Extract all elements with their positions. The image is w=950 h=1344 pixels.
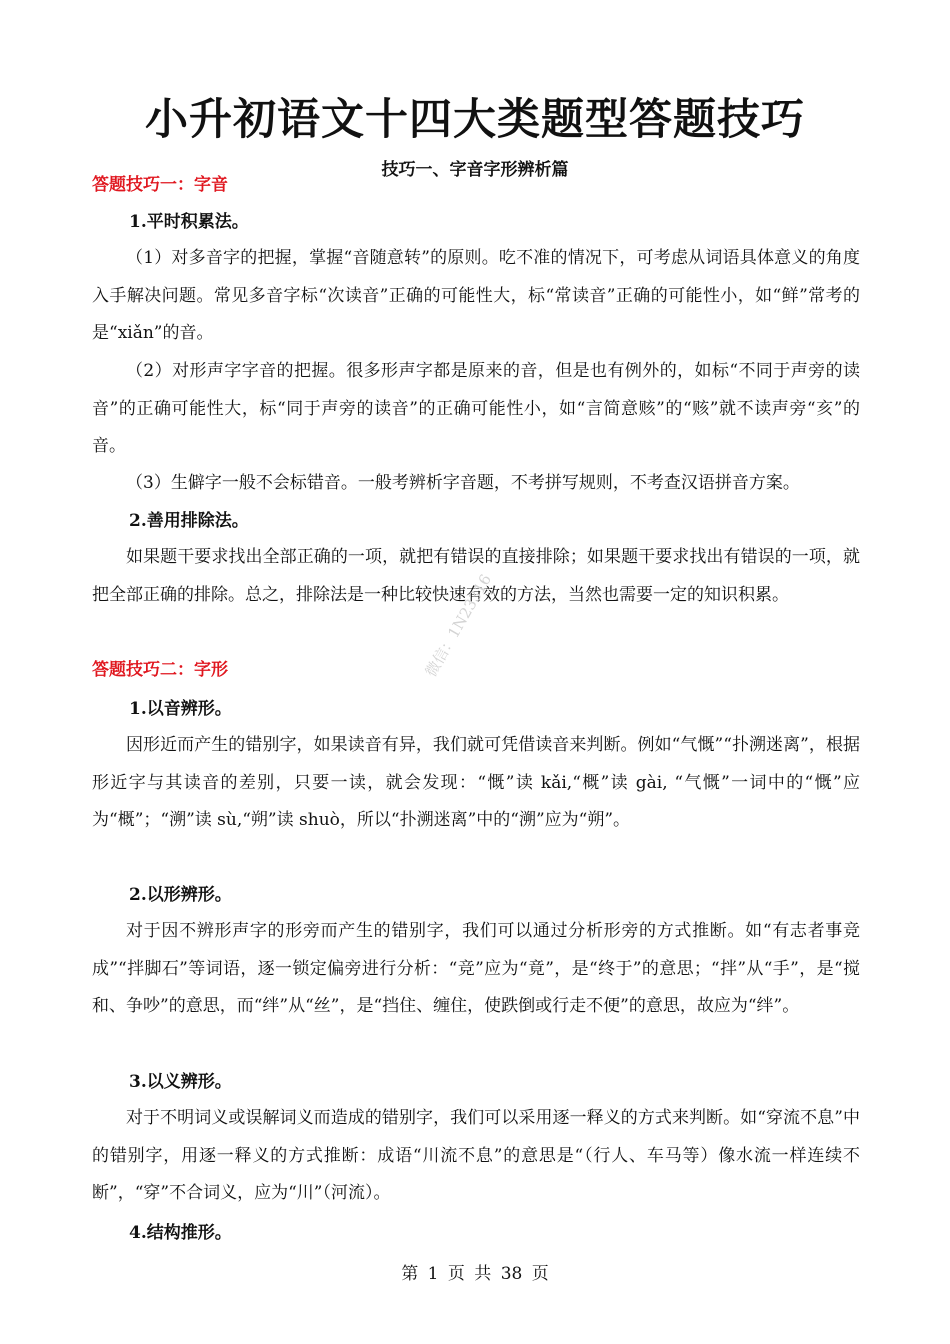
point-heading: 1.平时积累法。 xyxy=(129,212,249,232)
paragraph: （2）对形声字字音的把握。很多形声字都是原来的音，但是也有例外的，如标“不同于声旁的读音”的正确可能性大，标“同于声旁的读音”的正确可能性小，如“言简意赅”的“赅”就不读声旁“亥”的音。 xyxy=(92,361,860,456)
paragraph: （3）生僻字一般不会标错音。一般考辨析字音题，不考拼写规则，不考查汉语拼音方案。 xyxy=(126,473,800,493)
point-heading: 2.善用排除法。 xyxy=(129,511,249,531)
point-heading: 4.结构推形。 xyxy=(129,1223,232,1243)
paragraph: 对于因不辨形声字的形旁而产生的错别字，我们可以通过分析形旁的方式推断。如“有志者事竞成”“拌脚石”等词语，逐一锁定偏旁进行分析：“竞”应为“竟”，是“终于”的意思；“拌”从“手”，是“搅和、争吵”的意思，而“绊”从“丝”，是“挡住、缠住，使跌倒或行走不便”的意思，故应为“绊”。 xyxy=(92,921,860,1016)
paragraph: （1）对多音字的把握，掌握“音随意转”的原则。吃不准的情况下，可考虑从词语具体意义的角度入手解决问题。常见多音字标“次读音”正确的可能性大，标“常读音”正确的可能性小，如“鲜”常考的是“xiǎn”的音。 xyxy=(92,248,860,343)
page-footer: 第 1 页 共 38 页 xyxy=(401,1264,549,1284)
page-title: 小升初语文十四大类题型答题技巧 xyxy=(145,95,805,145)
point-heading: 2.以形辨形。 xyxy=(129,885,232,905)
point-heading: 1.以音辨形。 xyxy=(129,699,232,719)
paragraph: 对于不明词义或误解词义而造成的错别字，我们可以采用逐一释义的方式来判断。如“穿流不息”中的错别字，用逐一释义的方式推断：成语“川流不息”的意思是“（行人、车马等）像水流一样连续不断”，“穿”不合词义，应为“川”（河流）。 xyxy=(92,1108,860,1203)
section-heading-zi-xing: 答题技巧二：字形 xyxy=(92,660,228,680)
paragraph: 因形近而产生的错别字，如果读音有异，我们就可凭借读音来判断。例如“气慨”“扑溯迷离”，根据形近字与其读音的差别，只要一读，就会发现：“慨”读 kǎi,“概”读 gài, “气慨”一词中的“慨”应为“概”；“溯”读 sù,“朔”读 shuò，所以“扑溯迷离”中的“溯”应为“朔”。 xyxy=(92,735,860,830)
point-heading: 3.以义辨形。 xyxy=(129,1072,232,1092)
watermark: 微信：1N23316 xyxy=(421,571,496,680)
paragraph: 如果题干要求找出全部正确的一项，就把有错误的直接排除；如果题干要求找出有错误的一项，就把全部正确的排除。总之，排除法是一种比较快速有效的方法，当然也需要一定的知识积累。 xyxy=(92,547,860,605)
subtitle: 技巧一、字音字形辨析篇 xyxy=(381,160,569,180)
section-heading-zi-yin: 答题技巧一：字音 xyxy=(92,175,228,195)
